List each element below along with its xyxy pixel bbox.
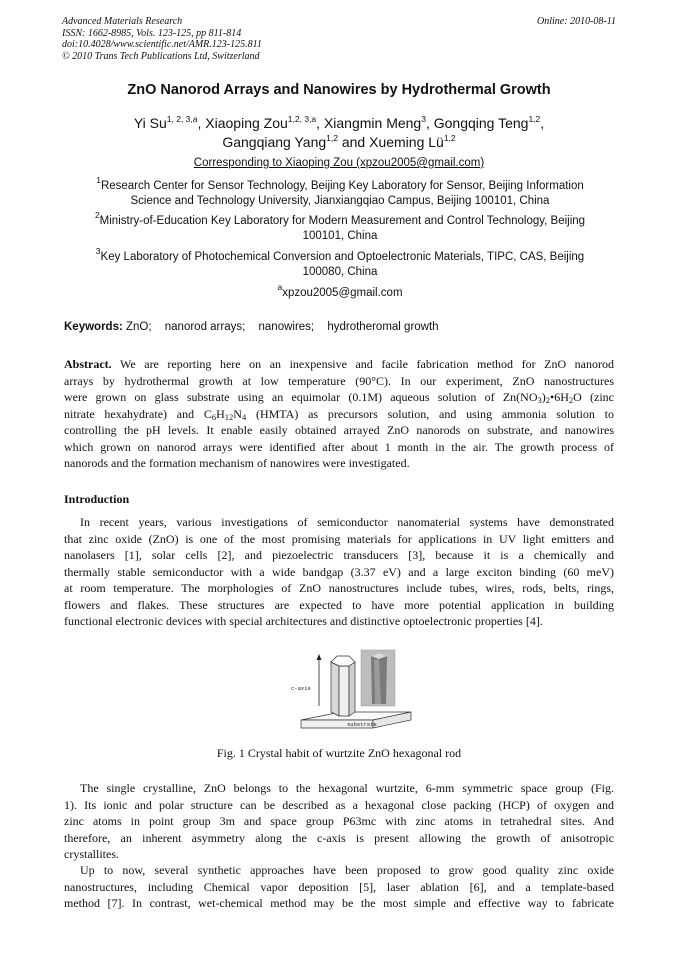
corresponding-author — [0, 157, 678, 169]
author-name: Xiaoping Zou — [205, 115, 288, 131]
abstract-line: nitrate hexahydrate) and $C_6H_{12}N_4$ (HMTA) as precursors solution, and using ammonia solution to — [64, 406, 614, 422]
paragraph-line: nanostructures, including Chemical vapor deposition [5], laser ablation [6], and a template-based — [64, 879, 614, 894]
paragraph-line: nanolasers [1], solar cells [2], and piezoelectric transducers [3], because it is a chemically and — [64, 548, 614, 562]
author-affil-mark: 1, 2, 3,a — [166, 114, 198, 124]
abstract — [64, 356, 614, 472]
affiliation-1: $^1$Research Center for Sensor Technology, Beijing Key Laboratory for Sensor, Beijing Information Science and Technology University, Jianxiangqiao Campus, Beijing 100101, China — [96, 175, 584, 207]
keyword: ZnO; — [126, 321, 152, 333]
keyword: nanowires; — [258, 321, 315, 333]
rod-right-face — [349, 662, 355, 716]
author-affil-mark: 3 — [421, 114, 426, 124]
journal-header — [62, 16, 262, 62]
affiliation-3: $^3$Key Laboratory of Photochemical Conversion and Optoelectronic Materials, TIPC, CAS, Beijing 100080, China — [95, 246, 585, 278]
paragraph-line: that zinc oxide (ZnO) is one of the most promising materials for applications in UV light emitters and — [64, 531, 614, 546]
paragraph-line: method [7]. In contrast, wet-chemical method may be the most simple and effective way to fabricate — [64, 896, 614, 910]
abstract-line: arrays by hydrothermal growth at low temperature (90°C). In our experiment, ZnO nanostructures — [64, 373, 614, 388]
journal-name: Advanced Materials Research — [62, 16, 183, 27]
paragraph-line: at room temperature. The morphologies of ZnO nanostructures include tubes, wires, rods, belts, rings, — [64, 581, 614, 595]
paragraph-line: thermally stable semiconductor with a wide bandgap (3.37 eV) and a large exciton binding (60 meV) — [64, 564, 614, 579]
author-affil-mark: 1,2 — [443, 133, 456, 143]
doi-line: doi:10.4028/www.scientific.net/AMR.123-125.811 — [62, 39, 262, 50]
c-axis-label: c-axis — [291, 685, 311, 692]
author-list — [0, 114, 678, 152]
rod-front-face — [339, 666, 349, 716]
affiliation-2: $^2$Ministry-of-Education Key Laboratory for Modern Measurement and Control Technology, Beijing 100101, China — [94, 210, 586, 242]
paragraph-line: flowers and flakes. These structures are expected to have more potential application in building — [64, 597, 614, 612]
author-name: Xiangmin Meng — [323, 115, 422, 131]
keyword: nanorod arrays; — [164, 321, 246, 333]
intro-paragraph-2 — [64, 780, 614, 863]
author-affil-mark: 1,2, 3,a — [287, 114, 317, 124]
abstract-line: Abstract. We are reporting here on an inexpensive and facile fabrication method for ZnO nanorod — [64, 357, 614, 371]
intro-paragraph-1 — [64, 514, 614, 630]
author-name: Xueming Lü — [369, 134, 444, 150]
paragraph-line: functional electronic devices with special architectures and distinctive optoelectronic properties [4]. — [64, 614, 543, 628]
section-heading-introduction: Introduction — [64, 492, 130, 506]
corresponding-author-link[interactable]: Corresponding to Xiaoping Zou (xpzou2005@gmail.com) — [193, 157, 485, 169]
issn-line: ISSN: 1662-8985, Vols. 123-125, pp 811-814 — [62, 27, 242, 39]
abstract-line: nanorods and the formation mechanism of nanowires were investigated. — [64, 456, 410, 470]
c-axis-arrowhead — [317, 654, 322, 660]
keywords-label: Keywords: — [64, 321, 123, 333]
copyright-line: © 2010 Trans Tech Publications Ltd, Switzerland — [62, 50, 260, 62]
author-line-1: Yi Su$^{1, 2, 3,a}$, Xiaoping Zou$^{1,2, 3,a}$, Xiangmin Meng$^3$, Gongqing Teng$^{1,2}$, — [133, 114, 545, 131]
abstract-line: controlling the pH levels. It enable easily obtained arrayed ZnO nanorods on substrate, and nanowires — [64, 423, 614, 437]
abstract-label: Abstract. — [64, 357, 112, 371]
substrate-label: substrate — [347, 721, 377, 728]
hexagonal-rod-diagram — [289, 648, 419, 742]
rod-left-face — [331, 662, 339, 716]
abstract-line: which grown on nanorod arrays were identified after about 1 month in the air. The growth process of — [64, 439, 614, 454]
figure-1-caption: Fig. 1 Crystal habit of wurtzite ZnO hexagonal rod — [216, 746, 462, 760]
author-affil-mark: 1,2 — [326, 133, 338, 143]
paragraph-line: zinc atoms in point group 3m and space group P63mc with zinc atoms in tetrahedral sites. And — [64, 814, 614, 828]
author-name: Yi Su — [133, 115, 167, 131]
paragraph-line: crystallites. — [64, 847, 119, 861]
paragraph-line: The single crystalline, ZnO belongs to the hexagonal wurtzite, 6-mm symmetric space group (Fig. — [80, 781, 614, 795]
author-name: Gongqing Teng — [433, 115, 529, 131]
keywords — [64, 321, 439, 333]
figure-1 — [289, 648, 419, 742]
paragraph-line: In recent years, various investigations of semiconductor nanomaterial systems have demonstrated — [80, 515, 614, 529]
paragraph-line: therefore, an inherent asymmetry along the c-axis is present allowing the growth of anisotropic — [64, 830, 614, 845]
author-line-2: Gangqiang Yang$^{1,2}$ and Xueming Lü$^{1,2}$ — [222, 133, 456, 150]
abstract-line: were grown on glass substrate using an equimolar (0.1M) aqueous solution of $Zn(NO_3)_2•6H_2O$ (zinc — [64, 390, 614, 405]
author-name: Gangqiang Yang — [222, 134, 327, 150]
paper-title: ZnO Nanorod Arrays and Nanowires by Hydrothermal Growth — [127, 82, 551, 98]
online-date: Online: 2010-08-11 — [537, 16, 616, 27]
author-affil-mark: 1,2 — [528, 114, 541, 124]
paragraph-line: Up to now, several synthetic approaches have been proposed to grow good quality zinc oxide — [80, 863, 614, 877]
paragraph-line: 1). Its ionic and polar structure can be described as a hexagonal close packing (HCP) of oxygen and — [64, 797, 614, 812]
affiliation-email: $^a$xpzou2005@gmail.com — [277, 282, 403, 299]
intro-paragraph-3 — [64, 862, 614, 912]
keyword: hydrotheromal growth — [327, 321, 439, 333]
